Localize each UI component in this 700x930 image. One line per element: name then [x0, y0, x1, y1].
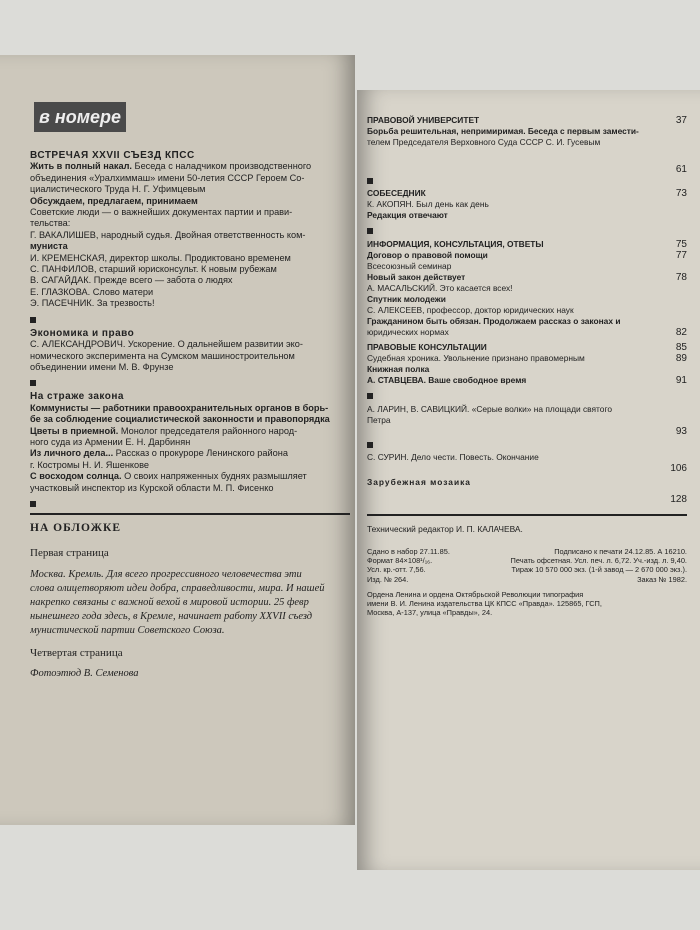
- cover-text-line: слова олицетворяют идеи добра, справедливости, мира. И нашей: [30, 582, 325, 594]
- imprint-line: [367, 590, 687, 599]
- toc-entry: Борьба решительная, непримиримая. Беседа с первым замести-: [367, 126, 639, 136]
- imprint-left: Усл. кр.-отт. 7,56.: [367, 565, 426, 575]
- toc-entry: Судебная хроника. Увольнение признано правомерным: [367, 353, 585, 363]
- contents-line: С. АЛЕКСАНДРОВИЧ. Ускорение. О дальнейшем развитии эко-: [30, 339, 303, 350]
- contents-line: [30, 483, 350, 494]
- toc-heading: ПРАВОВЫЕ КОНСУЛЬТАЦИИ: [367, 342, 487, 352]
- imprint-left: Сдано в набор 27.11.85.: [367, 547, 450, 556]
- contents-text: Беседа с наладчиком производственного: [131, 161, 312, 172]
- contents-title: мунистa: [30, 241, 68, 252]
- toc-heading: ПРАВОВОЙ УНИВЕРСИТЕТ: [367, 115, 480, 125]
- imprint-left: Изд. № 264.: [367, 574, 409, 584]
- contents-line: [30, 426, 350, 437]
- imprint-line: [367, 565, 687, 574]
- section-title: ВСТРЕЧАЯ XXVII СЪЕЗД КПСС: [30, 150, 195, 161]
- page-number: 106: [670, 463, 687, 474]
- section-lines: [30, 339, 350, 373]
- imprint-line: [367, 547, 687, 556]
- toc-entry: А. МАСАЛЬСКИЙ. Это касается всех!: [367, 283, 513, 293]
- contents-line: [30, 241, 350, 252]
- cover-first-page: Первая страница: [30, 547, 109, 560]
- toc-row: [367, 188, 687, 199]
- contents-line: [30, 161, 350, 172]
- page-number: 78: [675, 272, 687, 283]
- section-lines: [30, 161, 350, 309]
- contents-text: ного суда из Армении Е. Н. Дарбинян: [30, 436, 191, 447]
- contents-line: [30, 184, 350, 195]
- contents-text: С. ПАНФИЛОВ, старший юрисконсульт. К новым рубежам: [30, 264, 277, 275]
- contents-title: Обсуждаем, предлагаем, принимаем: [30, 195, 198, 206]
- contents-line: [30, 218, 350, 229]
- contents-line: [30, 196, 350, 207]
- contents-text: объединения «Уралхиммаш» имени 50-летия СССР Героем Со-: [30, 172, 305, 183]
- bullet-square: [367, 178, 373, 184]
- contents-text: Г. ВАКАЛИШЕВ, народный судья. Двойная ответственность ком-: [30, 229, 306, 240]
- page-number: 128: [670, 494, 687, 505]
- toc-entry: С. СУРИН. Дело чести. Повесть. Окончание: [367, 452, 539, 462]
- page-number: 61: [675, 164, 687, 175]
- toc-entry: Редакция отвечают: [367, 210, 448, 220]
- bullet-square: [30, 317, 36, 323]
- divider: [367, 514, 687, 516]
- toc-entry: Зарубежная мозаика: [367, 477, 471, 487]
- right-page: [357, 90, 700, 870]
- page-number: 85: [675, 342, 687, 353]
- cover-fourth-page: Четвертая страница: [30, 646, 123, 659]
- toc-entry: К. АКОПЯН. Был день как день: [367, 199, 489, 209]
- right-contents: [367, 115, 687, 617]
- imprint-line: [367, 575, 687, 584]
- section-title: На страже закона: [30, 391, 124, 403]
- contents-line: [30, 298, 350, 309]
- contents-title: Жить в полный накал.: [30, 161, 132, 172]
- section-banner: в номере: [34, 102, 126, 132]
- toc-row: [367, 327, 687, 338]
- contents-text: г. Костромы Н. И. Яшенкове: [30, 459, 150, 470]
- cover-title: НА ОБЛОЖКЕ: [30, 521, 121, 534]
- contents-line: [30, 460, 350, 471]
- page-number: 82: [675, 327, 687, 338]
- contents-title: бе за соблюдение социалистической законности и правопорядка: [30, 414, 330, 425]
- contents-line: объединении имени М. В. Фрунзе: [30, 361, 174, 372]
- bullet-square: [30, 501, 36, 507]
- cover-text-line: Москва. Кремль. Для всего прогрессивного человечества эти: [30, 568, 302, 580]
- toc-row: [367, 250, 687, 261]
- contents-text: тельства:: [30, 218, 71, 229]
- toc-heading: ИНФОРМАЦИЯ, КОНСУЛЬТАЦИЯ, ОТВЕТЫ: [367, 239, 544, 249]
- contents-line: [30, 207, 350, 218]
- divider: [30, 513, 350, 515]
- contents-line: [30, 287, 350, 298]
- section-title: Экономика и право: [30, 327, 135, 339]
- contents-line: [30, 253, 350, 264]
- page-number: 73: [675, 188, 687, 199]
- toc-entry: Всесоюзный семинар: [367, 261, 452, 271]
- toc-entry: юридических нормах: [367, 327, 449, 337]
- contents-line: [30, 471, 350, 482]
- toc-heading: СОБЕСЕДНИК: [367, 188, 426, 198]
- contents-line: [30, 448, 350, 459]
- imprint-left: имени В. И. Ленина издательства ЦК КПСС «Правда». 125865, ГСП,: [367, 599, 602, 609]
- toc-entry: Книжная полка: [367, 364, 430, 374]
- imprint-right: Подписано к печати 24.12.85. А 16210.: [554, 547, 687, 556]
- contents-text: И. КРЕМЕНСКАЯ, директор школы. Продиктовано временем: [30, 252, 291, 263]
- contents-title: Цветы в приемной.: [30, 425, 119, 436]
- left-contents: [30, 150, 350, 681]
- imprint-left: Москва, А-137, улица «Правды», 24.: [367, 608, 493, 618]
- bullet-square: [367, 393, 373, 399]
- toc-entry: Договор о правовой помощи: [367, 250, 488, 260]
- cover-text-line: мунистической партии Советского Союза.: [30, 624, 225, 636]
- contents-title: С восходом солнца.: [30, 471, 122, 482]
- technical-editor: Технический редактор И. П. КАЛАЧЕВА.: [367, 524, 523, 534]
- bullet-square: [30, 380, 36, 386]
- contents-title: Коммунисты — работники правоохранительных органов в борь-: [30, 402, 329, 413]
- toc-entry: Гражданином быть обязан. Продолжаем рассказ о законах и: [367, 316, 621, 326]
- page-number: 93: [675, 426, 687, 437]
- imprint-left: Формат 84×108¹/₁₆.: [367, 556, 433, 566]
- toc-row: [367, 239, 687, 250]
- contents-line: [30, 264, 350, 275]
- page-number: 77: [675, 250, 687, 261]
- contents-line: [30, 437, 350, 448]
- bullet-square: [367, 442, 373, 448]
- contents-text: Рассказ о прокуроре Ленинского района: [113, 448, 288, 459]
- imprint-right: Тираж 10 570 000 экз. (1-й завод — 2 670 000 экз.).: [511, 565, 687, 575]
- left-page: [0, 55, 355, 825]
- imprint-right: Печать офсетная. Усл. печ. л. 6,72. Уч.-изд. л. 9,40.: [510, 556, 687, 566]
- contents-line: номического эксперимента на Сумском машиностроительном: [30, 350, 295, 361]
- contents-text: В. САГАЙДАК. Прежде всего — забота о людях: [30, 275, 233, 286]
- imprint-line: [367, 608, 687, 617]
- page-number: 75: [675, 239, 687, 250]
- imprint-left: Ордена Ленина и ордена Октябрьской Революции типография: [367, 589, 584, 599]
- cover-text: [30, 568, 350, 638]
- contents-line: [30, 230, 350, 241]
- page-number: 89: [675, 353, 687, 364]
- toc-entry: С. АЛЕКСЕЕВ, профессор, доктор юридических наук: [367, 305, 574, 315]
- toc-entry: Новый закон действует: [367, 272, 466, 282]
- contents-text: Монолог председателя районного народ-: [118, 425, 298, 436]
- contents-line: [30, 414, 350, 425]
- cover-text-line: накрепко связаны с важной вехой в мировой истории. 25 февр: [30, 596, 309, 608]
- contents-text: Е. ГЛАЗКОВА. Слово матери: [30, 286, 154, 297]
- imprint-line: [367, 599, 687, 608]
- contents-text: участковый инспектор из Курской области М. П. Фисенко: [30, 482, 274, 493]
- toc-entry: Спутник молодежи: [367, 294, 446, 304]
- toc-entry: А. СТАВЦЕВА. Ваше свободное время: [367, 375, 527, 385]
- contents-line: [30, 275, 350, 286]
- imprint-line: [367, 556, 687, 565]
- page-number: 37: [675, 115, 687, 126]
- toc-row: [367, 272, 687, 283]
- imprint-block: [367, 547, 687, 617]
- toc-row: [367, 115, 687, 126]
- toc-row: [367, 342, 687, 353]
- contents-text: О своих напряженных буднях размышляет: [121, 471, 307, 482]
- contents-text: Э. ПАСЕЧНИК. За трезвость!: [30, 298, 155, 309]
- page-number: 91: [675, 375, 687, 386]
- contents-title: Из личного дела...: [30, 448, 114, 459]
- cover-photo-credit: Фотоэтюд В. Семенова: [30, 668, 139, 680]
- imprint-right: Заказ № 1982.: [637, 574, 687, 584]
- contents-line: [30, 173, 350, 184]
- toc-row: [367, 375, 687, 386]
- bullet-square: [367, 228, 373, 234]
- contents-text: Советские люди — о важнейших документах партии и прави-: [30, 207, 293, 218]
- toc-row: [367, 353, 687, 364]
- toc-entry: Петра: [367, 415, 391, 425]
- contents-line: [30, 403, 350, 414]
- toc-entry: А. ЛАРИН, В. САВИЦКИЙ. «Серые волки» на площади святого: [367, 404, 612, 414]
- toc-entry: телем Председателя Верховного Суда СССР С. И. Гусевым: [367, 137, 601, 147]
- section-lines: [30, 403, 350, 494]
- contents-text: циалистического Труда Н. Г. Уфимцевым: [30, 184, 206, 195]
- cover-text-line: нынешнего года здесь, в Кремле, начинает работу XXVII съезд: [30, 610, 313, 622]
